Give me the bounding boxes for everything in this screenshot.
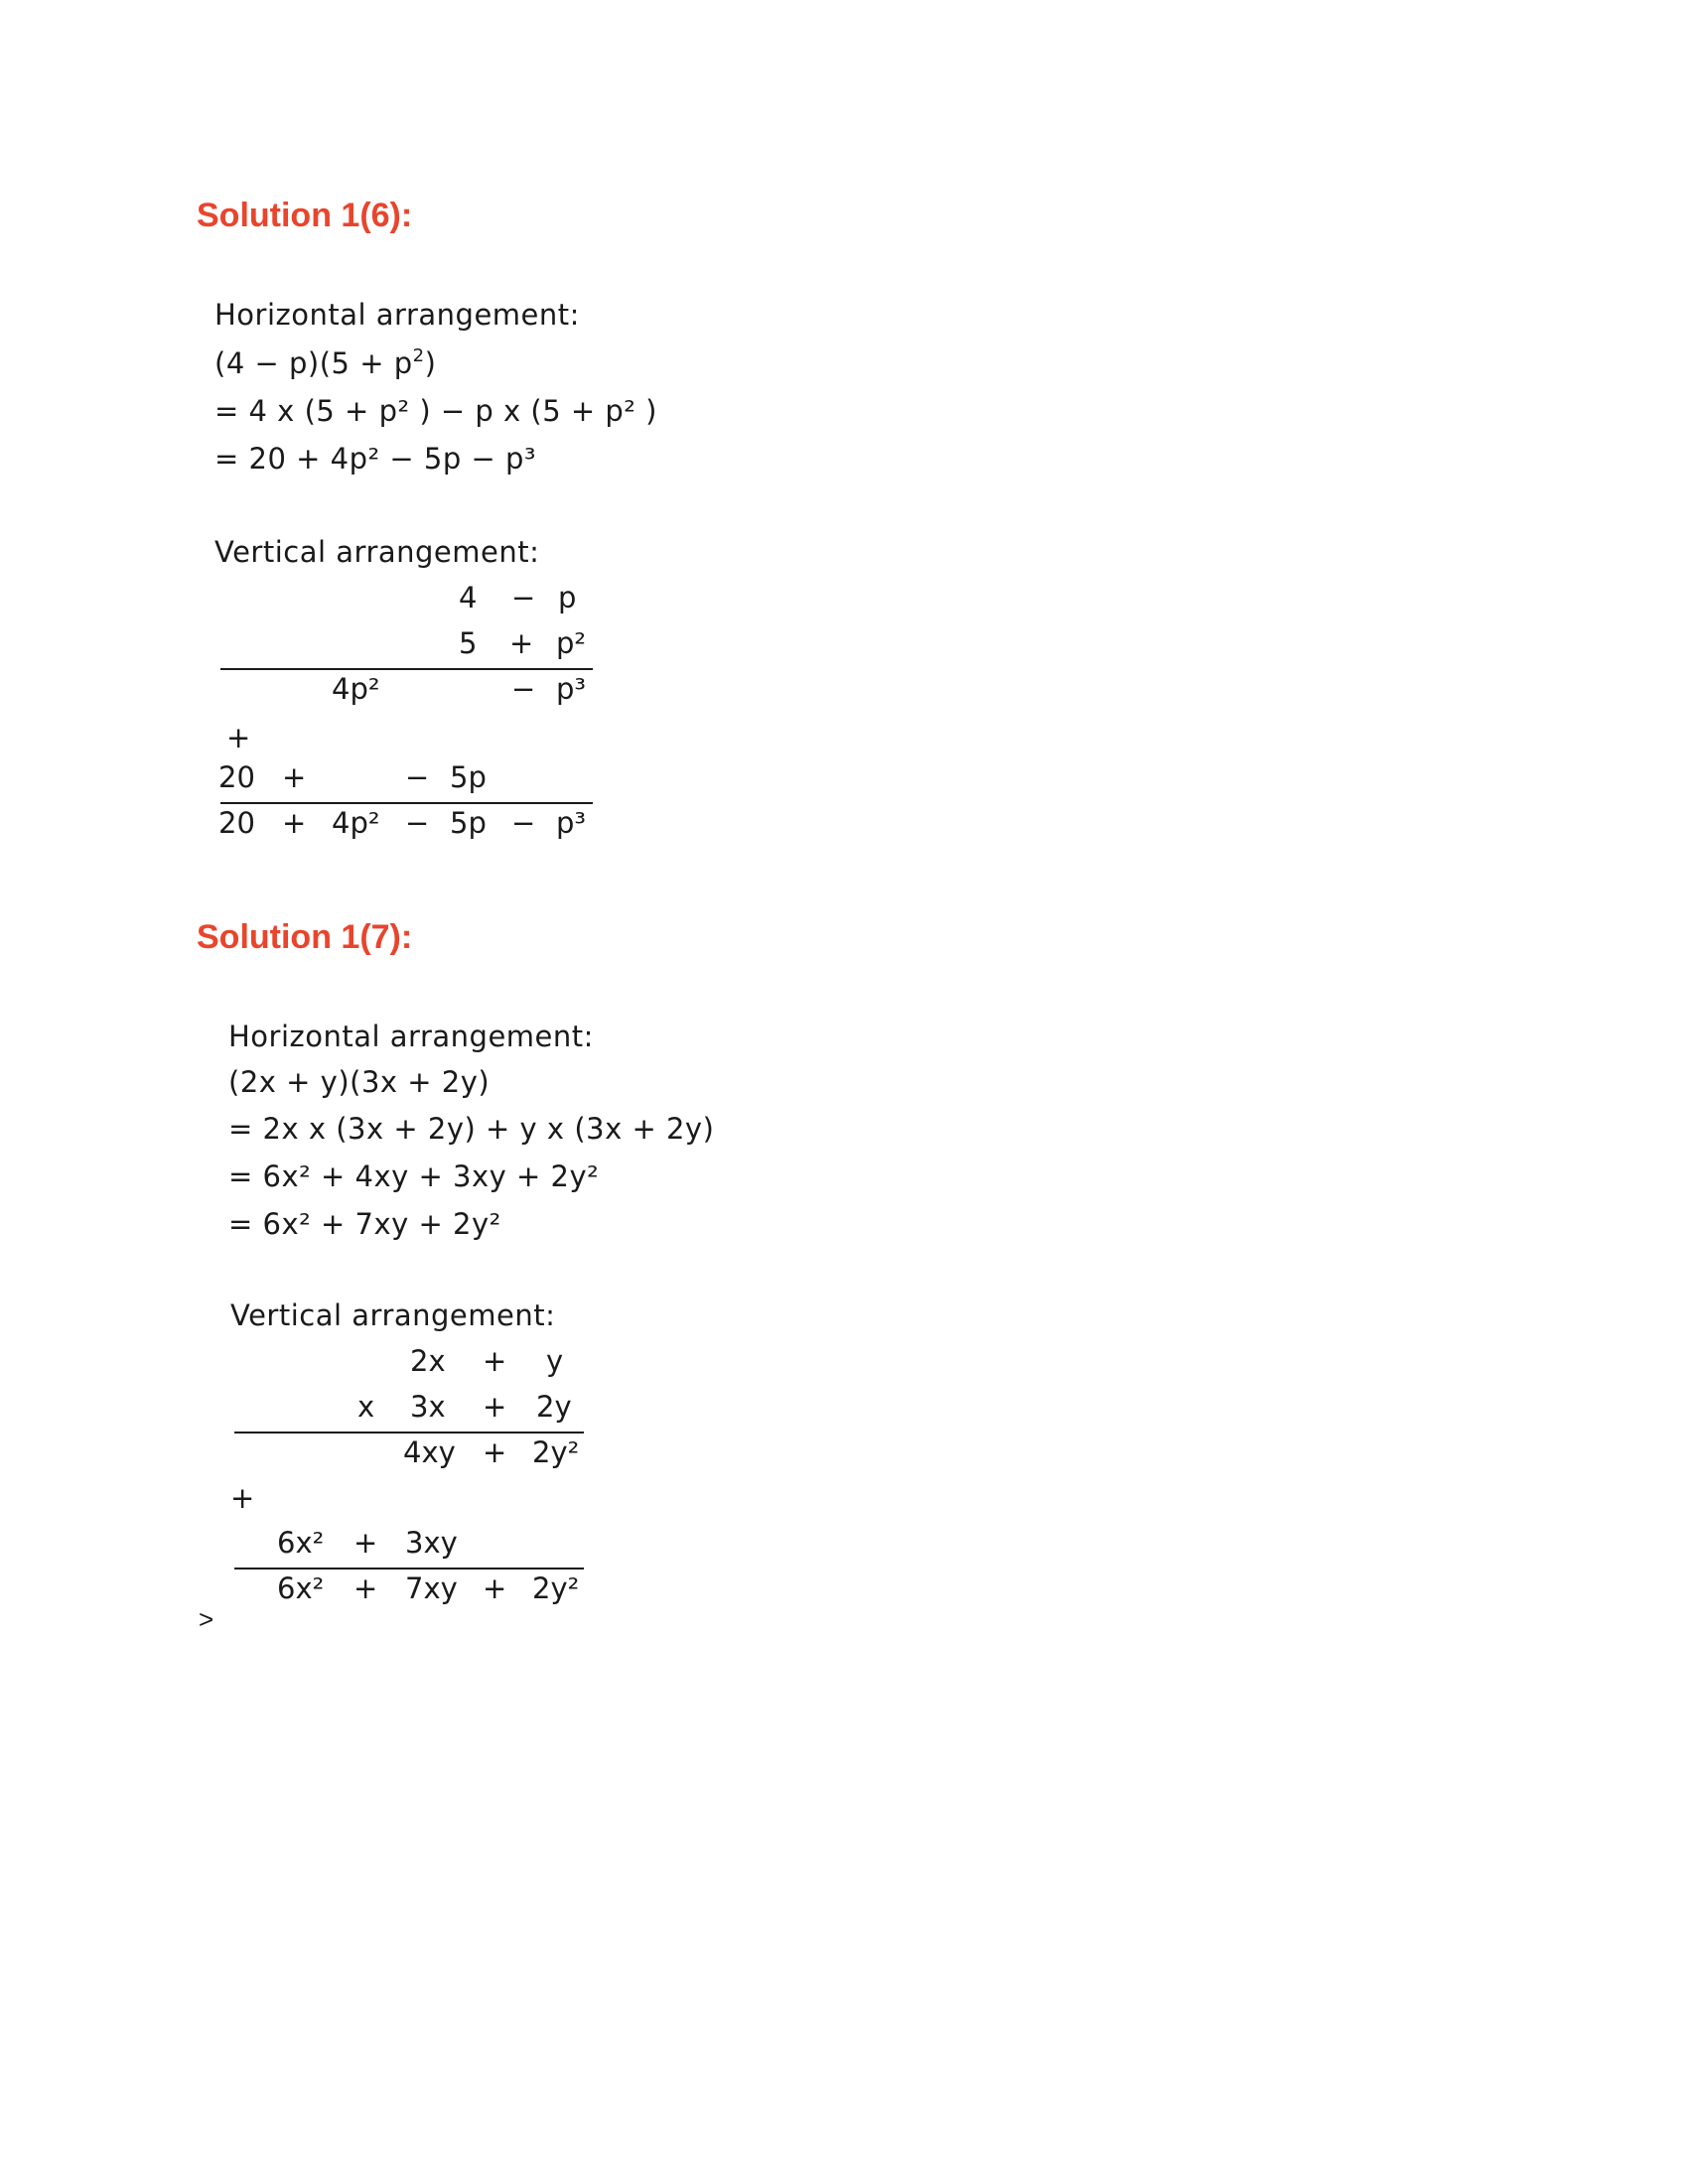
term: p³ [556,806,587,840]
solution-heading: Solution 1(6): [197,197,413,234]
operator: − [405,760,430,794]
term: 5 [459,626,478,660]
expression-line: = 20 + 4p² − 5p − p³ [214,442,537,476]
expression-line: = 2x x (3x + 2y) + y x (3x + 2y) [228,1112,715,1146]
operator: + [483,1571,507,1605]
term: 6x² [277,1571,325,1605]
operator: + [282,760,307,794]
plus-sign: + [226,721,251,754]
operator: + [509,626,534,660]
term: 4 [459,581,478,614]
expression-line [214,346,436,380]
operator: − [511,806,536,840]
term: p² [556,626,587,660]
term: p³ [556,672,587,706]
term: 6x² [277,1526,325,1560]
term: 4p² [332,672,380,706]
solution-heading: Solution 1(7): [197,918,413,956]
operator: + [353,1526,378,1560]
expression-base: (4 − p)(5 + p [214,346,413,380]
exponent: 2 [412,345,425,366]
horizontal-label: Horizontal arrangement: [214,298,580,332]
plus-sign: + [230,1481,255,1515]
term: p [558,581,577,614]
operator: + [353,1571,378,1605]
vertical-label: Vertical arrangement: [230,1298,556,1332]
term: 5p [450,806,487,840]
expression-line: (2x + y)(3x + 2y) [228,1065,491,1099]
operator: − [511,581,536,614]
term: 3x [410,1390,446,1424]
term: 3xy [405,1526,458,1560]
term: 20 [218,806,255,840]
trailing-marker: > [199,1604,214,1634]
term: 2y² [532,1435,580,1469]
expression-line: = 4 x (5 + p² ) − p x (5 + p² ) [214,394,657,428]
divider-rule [234,1432,584,1433]
term: 4p² [332,806,380,840]
term: 20 [218,760,255,794]
expression-tail: ) [424,346,437,380]
expression-line: = 6x² + 4xy + 3xy + 2y² [228,1160,600,1193]
term: 2y² [532,1571,580,1605]
horizontal-label: Horizontal arrangement: [228,1020,594,1053]
term: 7xy [405,1571,458,1605]
term: y [546,1344,564,1378]
operator: + [483,1390,507,1424]
operator: + [282,806,307,840]
divider-rule [234,1568,584,1570]
term: 4xy [403,1435,456,1469]
multiply-sign: x [357,1390,375,1424]
operator: + [483,1344,507,1378]
operator: + [483,1435,507,1469]
term: 2x [410,1344,446,1378]
operator: − [405,806,430,840]
operator: − [511,672,536,706]
divider-rule [220,802,593,804]
vertical-label: Vertical arrangement: [214,535,540,569]
divider-rule [220,668,593,670]
term: 5p [450,760,487,794]
expression-line: = 6x² + 7xy + 2y² [228,1207,501,1241]
term: 2y [536,1390,572,1424]
